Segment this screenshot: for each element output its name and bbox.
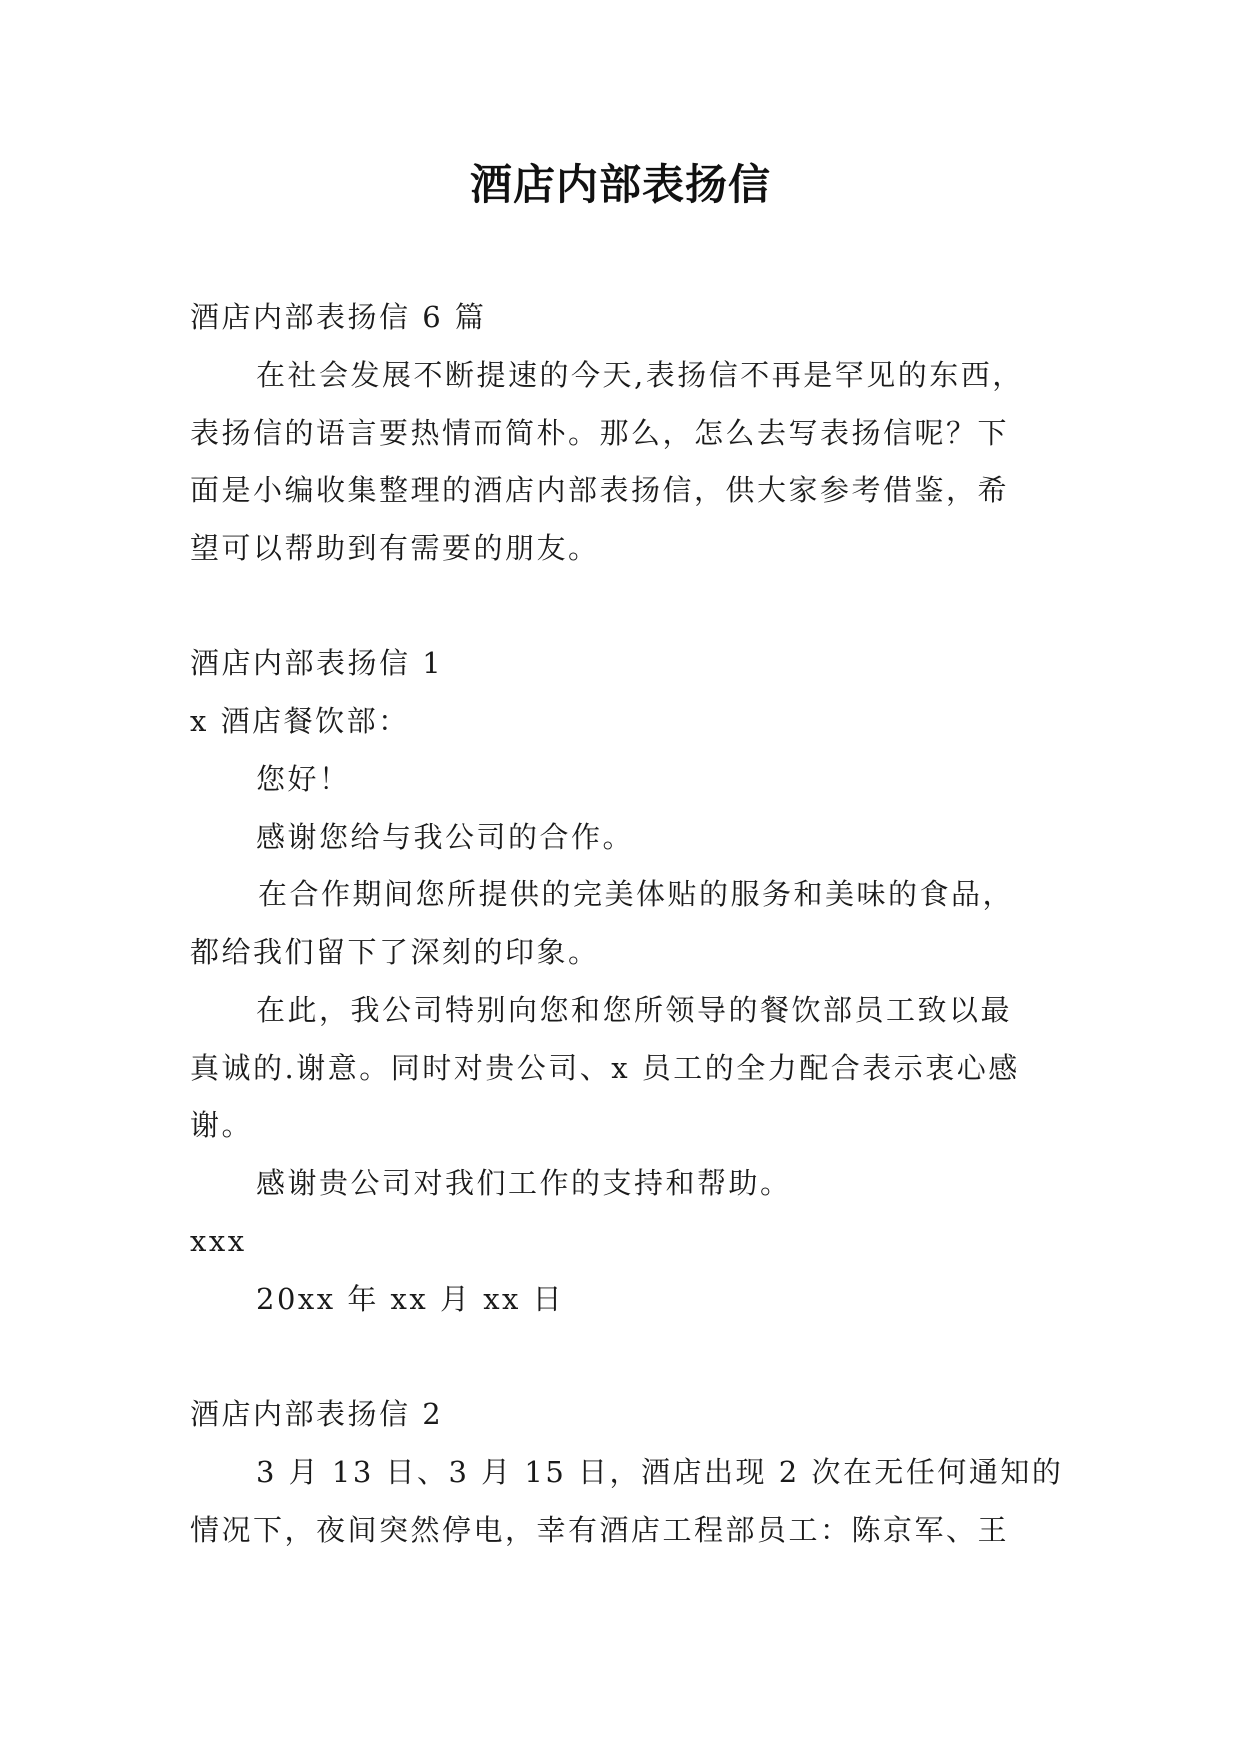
letter-1-paragraph-line: 在此，我公司特别向您和您所领导的餐饮部员工致以最 — [256, 993, 1013, 1027]
letter-1-paragraph-line: 感谢贵公司对我们工作的支持和帮助。 — [256, 1166, 792, 1200]
letter-1-paragraph-line: 感谢您给与我公司的合作。 — [256, 820, 635, 854]
letter-1-paragraph-line: 谢。 — [190, 1108, 254, 1142]
intro-paragraph-line: 在社会发展不断提速的今天,表扬信不再是罕见的东西， — [256, 358, 1024, 392]
intro-paragraph-line: 表扬信的语言要热情而简朴。那么，怎么去写表扬信呢？下 — [190, 416, 1010, 450]
letter-2-paragraph-line: 3 月 13 日、3 月 15 日，酒店出现 2 次在无任何通知的 — [256, 1455, 1064, 1489]
letter-1-date: 20xx 年 xx 月 xx 日 — [256, 1282, 565, 1316]
letter-1-heading: 酒店内部表扬信 1 — [190, 646, 444, 680]
letter-1-signature: xxx — [190, 1224, 247, 1258]
letter-2-paragraph-line: 情况下，夜间突然停电，幸有酒店工程部员工：陈京军、王 — [190, 1513, 1010, 1547]
letter-1-paragraph-line: 都给我们留下了深刻的印象。 — [190, 935, 600, 969]
intro-paragraph-line: 望可以帮助到有需要的朋友。 — [190, 531, 600, 565]
document-title: 酒店内部表扬信 — [469, 160, 771, 209]
letter-1-recipient: x 酒店餐饮部： — [190, 704, 410, 738]
letter-1-greeting: 您好！ — [256, 762, 351, 796]
letter-1-paragraph-line: 在合作期间您所提供的完美体贴的服务和美味的食品， — [258, 877, 1015, 911]
letter-2-heading: 酒店内部表扬信 2 — [190, 1397, 444, 1431]
intro-heading: 酒店内部表扬信 6 篇 — [190, 300, 487, 334]
letter-1-paragraph-line: 真诚的.谢意。同时对贵公司、x 员工的全力配合表示衷心感 — [190, 1051, 1020, 1085]
intro-paragraph-line: 面是小编收集整理的酒店内部表扬信，供大家参考借鉴，希 — [190, 473, 1010, 507]
